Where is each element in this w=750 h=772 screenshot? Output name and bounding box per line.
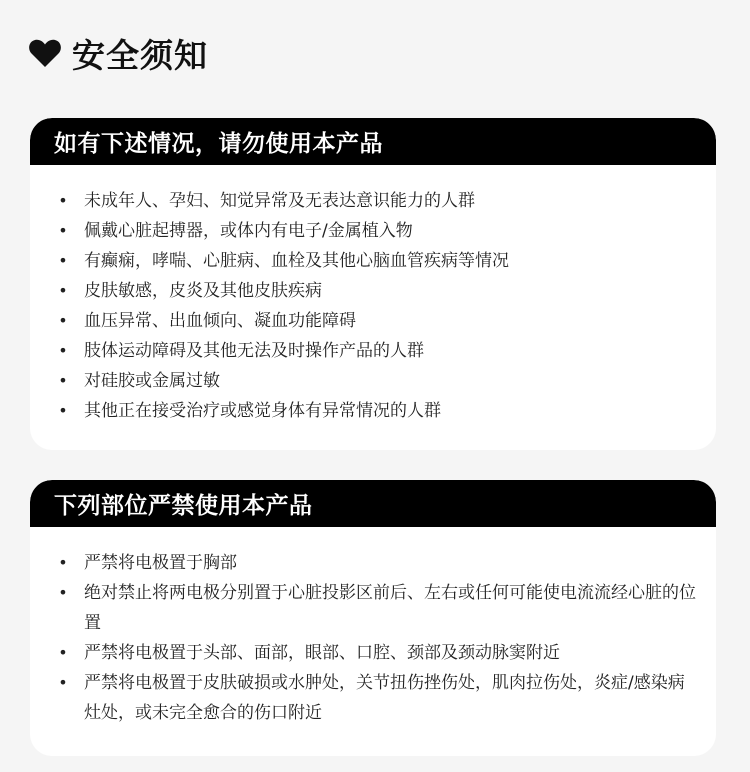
- list-item: [56, 548, 696, 578]
- list-item: [56, 638, 696, 668]
- list-item: [56, 216, 696, 246]
- bullet: •: [58, 341, 68, 360]
- heart-icon: [28, 38, 62, 68]
- card-header: [30, 480, 716, 527]
- list-item-text: 其他正在接受治疗或感觉身体有异常情况的人群: [84, 401, 441, 421]
- list-item: [56, 366, 696, 396]
- list-item-text: 皮肤敏感，皮炎及其他皮肤疾病: [84, 281, 322, 301]
- list-item: [56, 336, 696, 366]
- list-item-text: 严禁将电极置于胸部: [84, 553, 237, 573]
- list-item: [56, 186, 696, 216]
- card-header: [30, 118, 716, 165]
- card-title: 下列部位严禁使用本产品: [54, 493, 313, 519]
- prohibited-areas-list: [30, 527, 716, 728]
- list-item-text: 对硅胶或金属过敏: [84, 371, 220, 391]
- bullet: •: [58, 583, 68, 602]
- bullet: •: [58, 191, 68, 210]
- bullet: •: [58, 311, 68, 330]
- list-item-text: 肢体运动障碍及其他无法及时操作产品的人群: [84, 341, 424, 361]
- page-title: 安全须知: [72, 35, 208, 75]
- bullet: •: [58, 401, 68, 420]
- bullet: •: [58, 553, 68, 572]
- bullet: •: [58, 251, 68, 270]
- contraindications-card: [30, 118, 716, 450]
- bullet: •: [58, 673, 68, 692]
- list-item: [56, 578, 696, 638]
- prohibited-areas-card: [30, 480, 716, 756]
- bullet: •: [58, 643, 68, 662]
- contraindications-list: [30, 165, 716, 426]
- list-item: [56, 276, 696, 306]
- list-item-text: 严禁将电极置于皮肤破损或水肿处，关节扭伤挫伤处，肌肉拉伤处，炎症/感染病灶处，或未完全愈合的伤口附近: [84, 673, 685, 723]
- list-item: [56, 668, 696, 728]
- list-item: [56, 396, 696, 426]
- list-item-text: 严禁将电极置于头部、面部，眼部、口腔、颈部及颈动脉窦附近: [84, 643, 560, 663]
- list-item: [56, 246, 696, 276]
- list-item-text: 未成年人、孕妇、知觉异常及无表达意识能力的人群: [84, 191, 475, 211]
- bullet: •: [58, 281, 68, 300]
- list-item-text: 有癫痫，哮喘、心脏病、血栓及其他心脑血管疾病等情况: [84, 251, 509, 271]
- page-header: [28, 30, 208, 76]
- card-title: 如有下述情况，请勿使用本产品: [54, 131, 383, 157]
- list-item: [56, 306, 696, 336]
- list-item-text: 佩戴心脏起搏器，或体内有电子/金属植入物: [84, 221, 413, 241]
- list-item-text: 血压异常、出血倾向、凝血功能障碍: [84, 311, 356, 331]
- list-item-text: 绝对禁止将两电极分别置于心脏投影区前后、左右或任何可能使电流流经心脏的位置: [84, 583, 696, 633]
- bullet: •: [58, 221, 68, 240]
- bullet: •: [58, 371, 68, 390]
